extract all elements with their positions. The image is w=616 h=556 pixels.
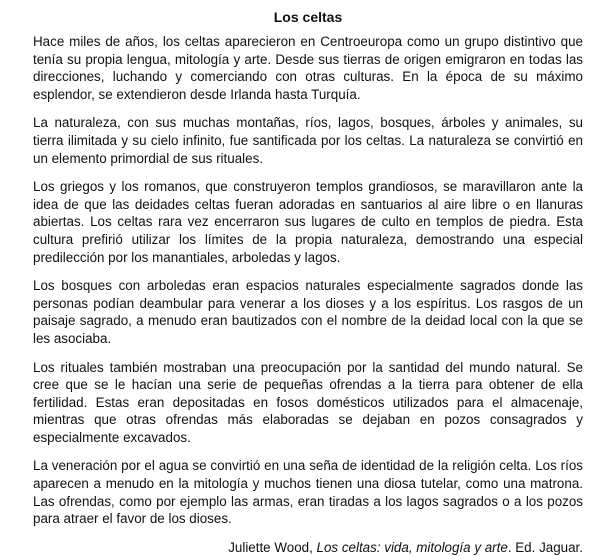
attribution	[33, 539, 583, 556]
attribution-publisher: . Ed. Jaguar.	[507, 539, 583, 555]
paragraph-5: Los rituales también mostraban una preocupación por la santidad del mundo natural. Se cree que se le hacían una serie de pequeñas ofrendas a la tierra para obtener de ella fertilidad. Estas eran depositadas en fosos domésticos utilizados para el almacenaje, mientras que otras ofrendas más elaboradas se dejaban en pozos consagrados y especialmente excavados.	[33, 359, 583, 445]
paragraph-2: La naturaleza, con sus muchas montañas, ríos, lagos, bosques, árboles y animales, su tierra ilimitada y su cielo infinito, fue santificada por los celtas. La naturaleza se convirtió en un elemento primordial de sus rituales.	[33, 115, 583, 166]
paragraph-6: La veneración por el agua se convirtió en una seña de identidad de la religión celta. Los ríos aparecen a menudo en la mitología y muchos tienen una diosa tutelar, como una matrona. Las ofrendas, como por ejemplo las armas, eran tiradas a los lagos sagrados o a los pozos para atraer el favor de los dioses.	[33, 458, 583, 527]
paragraph-1: Hace miles de años, los celtas aparecieron en Centroeuropa como un grupo distintivo que tenía su propia lengua, mitología y arte. Desde sus tierras de origen emigraron en todas las direcciones, luchando y comerciando con otras culturas. En la época de su máximo esplendor, se extendieron desde Irlanda hasta Turquía.	[33, 34, 583, 102]
document	[33, 8, 583, 556]
paragraph-4: Los bosques con arboledas eran espacios naturales especialmente sagrados donde las personas podían deambular para venerar a los dioses y a los espíritus. Los rasgos de un paisaje sagrado, a menudo eran bautizados con el nombre de la deidad local con la que se les asociaba.	[33, 278, 583, 346]
paragraph-3: Los griegos y los romanos, que construyeron templos grandiosos, se maravillaron ante la idea de que las deidades celtas fueran adoradas en santuarios al aire libre o en llanuras abiertas. Los celtas rara vez encerraron sus lugares de culto en templos de piedra. Esta cultura prefirió utilizar los límites de la propia naturaleza, demostrando una especial predilección por los manantiales, arboledas y lagos.	[33, 179, 583, 265]
attribution-book-title: Los celtas: vida, mitología y arte	[316, 539, 508, 555]
attribution-author: Juliette Wood,	[228, 539, 317, 555]
document-title: Los celtas	[273, 9, 343, 25]
